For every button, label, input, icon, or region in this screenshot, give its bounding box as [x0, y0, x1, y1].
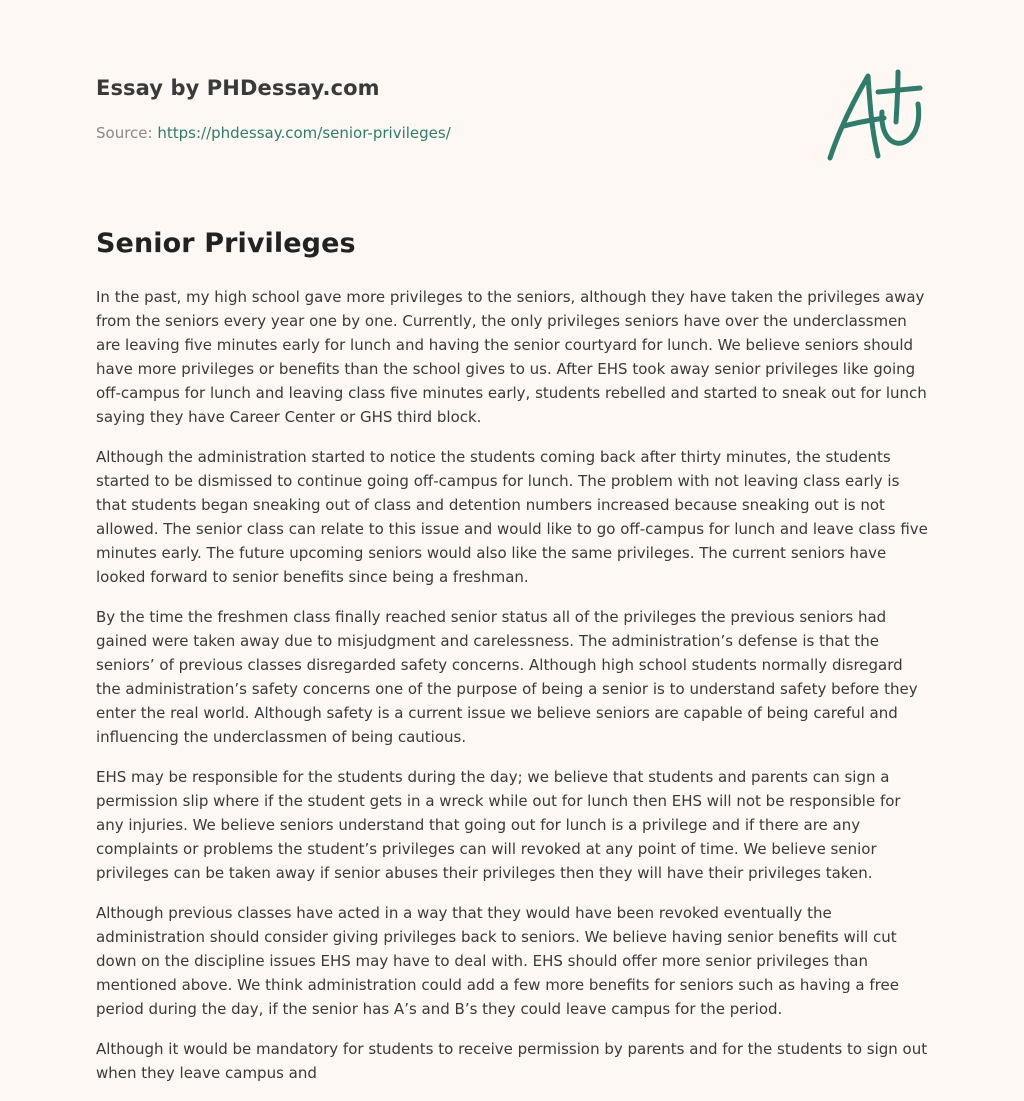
- essay-paragraph: By the time the freshmen class finally reached senior status all of the privileges the previous seniors had gained were taken away due to misjudgment and carelessness. The administration’s defense is that the seniors’ of previous classes disregarded safety concerns. Although high school students normally disregard the administration’s safety concerns one of the purpose of being a senior is to understand safety before they enter the real world. Although safety is a current issue we believe seniors are capable of being careful and influencing the underclassmen of being cautious.: [96, 608, 918, 746]
- essay-paragraph: EHS may be responsible for the students during the day; we believe that students and parents can sign a permission slip where if the student gets in a wreck while out for lunch then EHS will not be responsible for any injuries. We believe seniors understand that going out for lunch is a privilege and if there are any complaints or problems the student’s privileges can will revoked at any point of time. We believe senior privileges can be taken away if senior abuses their privileges then they will have their privileges taken.: [96, 768, 901, 882]
- a-plus-grade-icon: [820, 66, 930, 166]
- essay-header: [96, 76, 928, 142]
- essay-paragraph: Although it would be mandatory for students to receive permission by parents and for the students to sign out when they leave campus and: [96, 1040, 928, 1082]
- essay-content: [96, 228, 928, 1101]
- source-label: Source:: [96, 124, 153, 142]
- essay-paragraph: Although the administration started to notice the students coming back after thirty minutes, the students started to be dismissed to continue going off-campus for lunch. The problem with not leaving class early is that students began sneaking out of class and detention numbers increased because sneaking out is not allowed. The senior class can relate to this issue and would like to go off-campus for lunch and leave class five minutes early. The future upcoming seniors would also like the same privileges. The current seniors have looked forward to senior benefits since being a freshman.: [96, 448, 928, 586]
- source-link[interactable]: https://phdessay.com/senior-privileges/: [157, 124, 451, 142]
- site-brand: Essay by PHDessay.com: [96, 76, 380, 100]
- essay-title: Senior Privileges: [96, 228, 356, 259]
- essay-paragraph: In the past, my high school gave more privileges to the seniors, although they have taken the privileges away from the seniors every year one by one. Currently, the only privileges seniors have over the underclassmen are leaving five minutes early for lunch and having the senior courtyard for lunch. We believe seniors should have more privileges or benefits than the school gives to us. After EHS took away senior privileges like going off-campus for lunch and leaving class five minutes early, students rebelled and started to sneak out for lunch saying they have Career Center or GHS third block.: [96, 288, 927, 426]
- essay-paragraph: Although previous classes have acted in a way that they would have been revoked eventually the administration should consider giving privileges back to seniors. We believe having senior benefits will cut down on the discipline issues EHS may have to deal with. EHS should offer more senior privileges than mentioned above. We think administration could add a few more benefits for seniors such as having a free period during the day, if the senior has A’s and B’s they could leave campus for the period.: [96, 904, 899, 1018]
- source-line: [96, 124, 451, 142]
